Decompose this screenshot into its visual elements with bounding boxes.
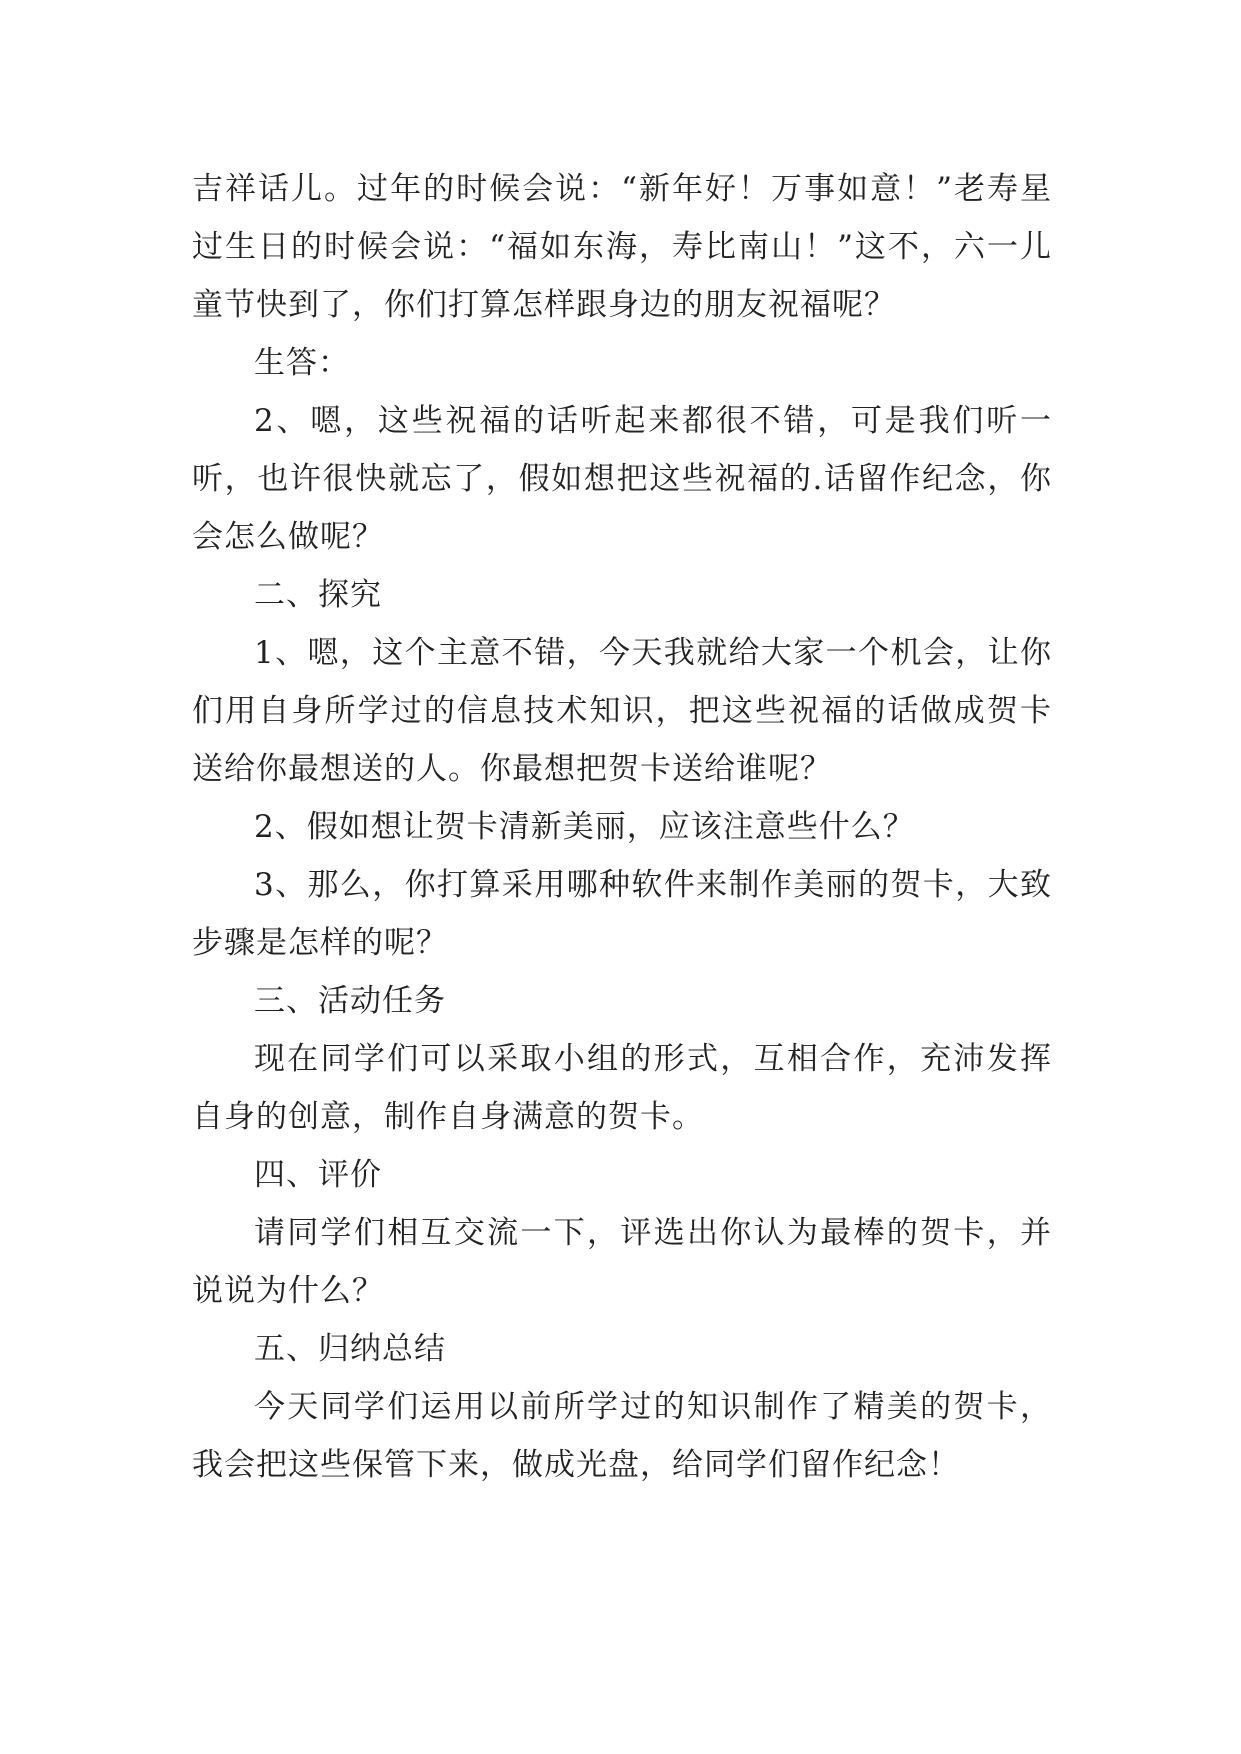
paragraph-continuation: 吉祥话儿。过年的时候会说：“新年好！万事如意！”老寿星过生日的时候会说：“福如东海，寿比南山！”这不，六一儿童节快到了，你们打算怎样跟身边的朋友祝福呢？ — [192, 171, 1052, 323]
paragraph-explore-2: 2、假如想让贺卡清新美丽，应该注意些什么？ — [254, 809, 915, 845]
section-heading-explore: 二、探究 — [254, 577, 382, 613]
paragraph-activity: 现在同学们可以采取小组的形式，互相合作，充沛发挥自身的创意，制作自身满意的贺卡。 — [192, 1041, 1052, 1135]
section-heading-summary: 五、归纳总结 — [254, 1331, 446, 1367]
document-body — [192, 160, 1052, 1494]
paragraph-summary: 今天同学们运用以前所学过的知识制作了精美的贺卡，我会把这些保管下来，做成光盘，给同学们留作纪念！ — [192, 1389, 1052, 1483]
section-heading-evaluation: 四、评价 — [254, 1157, 382, 1193]
paragraph-explore-1: 1、嗯，这个主意不错，今天我就给大家一个机会，让你们用自身所学过的信息技术知识，把这些祝福的话做成贺卡送给你最想送的人。你最想把贺卡送给谁呢？ — [192, 635, 1052, 787]
paragraph-student-answer: 生答： — [254, 345, 350, 381]
section-heading-activity: 三、活动任务 — [254, 983, 446, 1019]
paragraph-explore-3: 3、那么，你打算采用哪种软件来制作美丽的贺卡，大致步骤是怎样的呢？ — [192, 867, 1052, 961]
paragraph-evaluation: 请同学们相互交流一下，评选出你认为最棒的贺卡，并说说为什么？ — [192, 1215, 1052, 1309]
paragraph-step-2: 2、嗯，这些祝福的话听起来都很不错，可是我们听一听，也许很快就忘了，假如想把这些祝福的.话留作纪念，你会怎么做呢？ — [192, 403, 1052, 555]
